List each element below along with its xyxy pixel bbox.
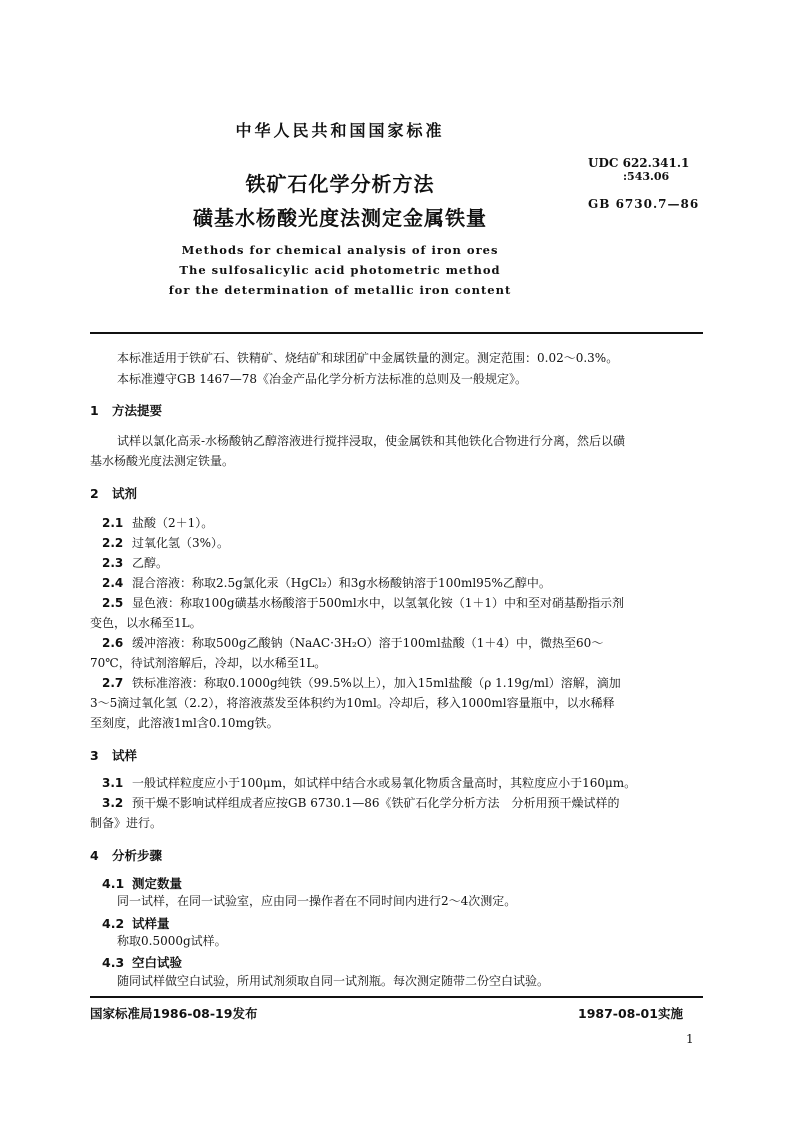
subsection-title: 空白试验 xyxy=(132,955,183,970)
subsection-number: 4.1 xyxy=(102,876,125,891)
section-title: 试剂 xyxy=(112,486,138,501)
subsection-title: 测定数量 xyxy=(132,876,183,891)
subsection-4-3-text: 随同试样做空白试验，所用试剂须取自同一试剂瓶。每次测定随带二份空白试验。 xyxy=(117,974,550,988)
item-text: 预干燥不影响试样组成者应按GB 6730.1—86《铁矿石化学分析方法 分析用预干燥试样的 xyxy=(132,796,620,810)
section-title: 分析步骤 xyxy=(112,848,163,863)
reagent-item-continuation xyxy=(90,694,615,712)
subsection-number: 4.2 xyxy=(102,916,125,931)
item-text: 70℃，待试剂溶解后，冷却，以水稀至1L。 xyxy=(90,656,327,670)
item-text: 乙醇。 xyxy=(132,556,169,570)
header-divider xyxy=(90,332,703,334)
item-number: 2.1 xyxy=(102,516,124,530)
reagent-item xyxy=(102,554,168,572)
item-text: 铁标准溶液：称取0.1000g纯铁（99.5%以上），加入15ml盐酸（ρ 1.19g/ml）溶解，滴加 xyxy=(132,676,621,690)
subsection-title: 试样量 xyxy=(132,916,170,931)
section-title: 方法提要 xyxy=(112,403,163,418)
item-text: 过氧化氢（3%）。 xyxy=(132,536,230,550)
section-3-heading xyxy=(90,746,137,764)
english-title-line1: Methods for chemical analysis of iron ores xyxy=(181,243,499,257)
section-number: 1 xyxy=(90,403,99,418)
item-number: 2.5 xyxy=(102,596,124,610)
reagent-item-continuation xyxy=(90,714,279,732)
english-title-line2: The sulfosalicylic acid photometric method xyxy=(179,263,501,277)
sample-item xyxy=(102,774,636,792)
item-text: 制备》进行。 xyxy=(90,816,163,830)
section-1-text-line2: 基水杨酸光度法测定铁量。 xyxy=(90,454,235,468)
reagent-item xyxy=(102,534,229,552)
reagent-item xyxy=(102,514,213,532)
item-number: 2.3 xyxy=(102,556,124,570)
document-title-line1: 铁矿石化学分析方法 xyxy=(245,172,435,196)
english-title-line3: for the determination of metallic iron content xyxy=(168,283,512,297)
section-1-heading xyxy=(90,401,162,419)
item-text: 一般试样粒度应小于100μm，如试样中结合水或易氧化物质含量高时，其粒度应小于160μm。 xyxy=(132,776,637,790)
section-number: 2 xyxy=(90,486,99,501)
sample-item xyxy=(102,794,619,812)
gb-standard-number: GB 6730.7—86 xyxy=(588,197,700,211)
subsection-4-3-heading xyxy=(102,953,182,971)
issue-date: 国家标准局1986-08-19发布 xyxy=(90,1006,258,1021)
subsection-4-1-text: 同一试样，在同一试验室，应由同一操作者在不同时间内进行2～4次测定。 xyxy=(117,894,517,908)
section-4-heading xyxy=(90,846,162,864)
subsection-number: 4.3 xyxy=(102,955,125,970)
country-standard-heading: 中华人民共和国国家标准 xyxy=(235,121,445,140)
reagent-item xyxy=(102,634,603,652)
item-text: 3～5滴过氧化氢（2.2），将溶液蒸发至体积约为10ml。冷却后，移入1000ml容量瓶中，以水稀释 xyxy=(90,696,615,710)
reagent-item-continuation xyxy=(90,614,202,632)
reagent-item xyxy=(102,574,551,592)
item-number: 2.7 xyxy=(102,676,124,690)
item-text: 盐酸（2＋1）。 xyxy=(132,516,214,530)
reagent-item xyxy=(102,594,624,612)
section-number: 4 xyxy=(90,848,99,863)
section-1-text-line1: 试样以氯化高汞-水杨酸钠乙醇溶液进行搅拌浸取，使金属铁和其他铁化合物进行分离，然后以磺 xyxy=(117,434,626,448)
intro-compliance: 本标准遵守GB 1467—78《冶金产品化学分析方法标准的总则及一般规定》。 xyxy=(117,372,528,386)
item-text: 混合溶液：称取2.5g氯化汞（HgCl₂）和3g水杨酸钠溶于100ml95%乙醇中。 xyxy=(132,576,551,590)
sample-item-continuation xyxy=(90,814,162,832)
intro-scope: 本标准适用于铁矿石、铁精矿、烧结矿和球团矿中金属铁量的测定。测定范围：0.02～0.3%。 xyxy=(117,351,619,365)
section-title: 试样 xyxy=(112,748,138,763)
reagent-item xyxy=(102,674,621,692)
item-text: 缓冲溶液：称取500g乙酸钠（NaAC·3H₂O）溶于100ml盐酸（1＋4）中，微热至60～ xyxy=(132,636,604,650)
section-number: 3 xyxy=(90,748,99,763)
item-number: 3.1 xyxy=(102,776,124,790)
item-text: 显色液：称取100g磺基水杨酸溶于500ml水中，以氢氧化铵（1＋1）中和至对硝基酚指示剂 xyxy=(132,596,624,610)
section-2-heading xyxy=(90,484,137,502)
document-title-line2: 磺基水杨酸光度法测定金属铁量 xyxy=(193,206,487,230)
item-number: 3.2 xyxy=(102,796,124,810)
udc-code-sub: :543.06 xyxy=(623,170,670,183)
subsection-4-2-heading xyxy=(102,914,170,932)
udc-code: UDC 622.341.1 xyxy=(588,156,690,170)
item-number: 2.2 xyxy=(102,536,124,550)
item-number: 2.6 xyxy=(102,636,124,650)
item-number: 2.4 xyxy=(102,576,124,590)
subsection-4-1-heading xyxy=(102,874,182,892)
item-text: 变色，以水稀至1L。 xyxy=(90,616,202,630)
subsection-4-2-text: 称取0.5000g试样。 xyxy=(117,934,227,948)
page-number: 1 xyxy=(686,1032,694,1046)
item-text: 至刻度，此溶液1ml含0.10mg铁。 xyxy=(90,716,279,730)
reagent-item-continuation xyxy=(90,654,326,672)
footer-divider xyxy=(90,996,703,998)
effective-date: 1987-08-01实施 xyxy=(578,1006,683,1021)
